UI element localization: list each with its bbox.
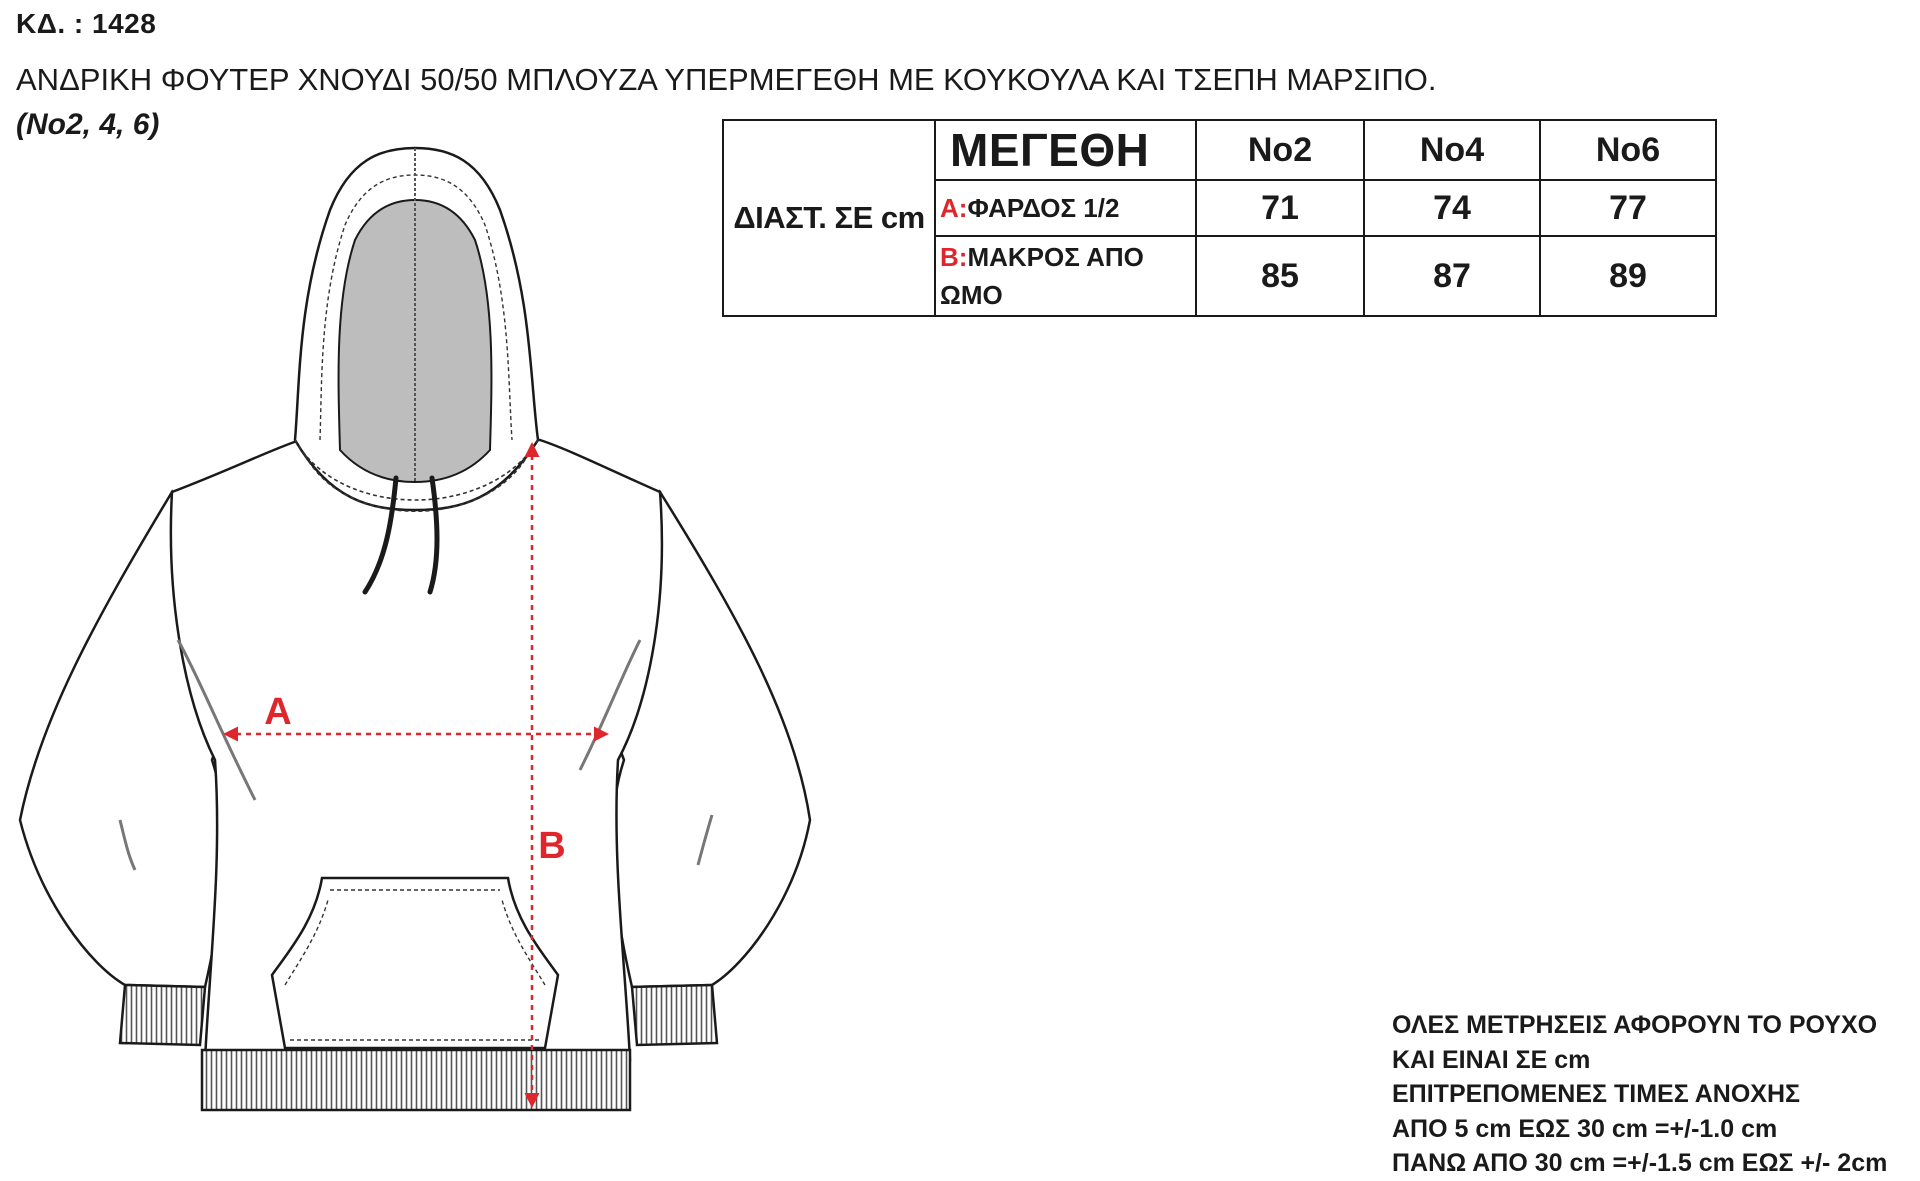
kangaroo-pocket <box>272 878 558 1048</box>
note-line: ΠΑΝΩ ΑΠΟ 30 cm =+/-1.5 cm ΕΩΣ +/- 2cm <box>1392 1149 1888 1177</box>
measurement-key-a: A: <box>940 193 968 223</box>
hem-rib <box>202 1050 630 1110</box>
size-column-no4: No4 <box>1364 120 1540 180</box>
measurement-a-marker: A <box>264 691 292 733</box>
product-code: ΚΔ. : 1428 <box>16 8 157 39</box>
value-b-no2: 85 <box>1196 236 1364 316</box>
measurement-b-marker: B <box>538 825 566 867</box>
value-a-no4: 74 <box>1364 180 1540 236</box>
measurement-key-b: B: <box>940 242 968 272</box>
note-line: ΕΠΙΤΡΕΠΟΜΕΝΕΣ ΤΙΜΕΣ ΑΝΟΧΗΣ <box>1392 1080 1800 1108</box>
size-column-no2: No2 <box>1196 120 1364 180</box>
tolerance-notes <box>1392 1008 1887 1181</box>
left-cuff <box>120 985 205 1045</box>
dimension-unit-label: ΔΙΑΣΤ. ΣΕ cm <box>723 120 935 316</box>
right-cuff <box>632 985 717 1045</box>
note-line: ΟΛΕΣ ΜΕΤΡΗΣΕΙΣ ΑΦΟΡΟΥΝ ΤΟ ΡΟΥΧΟ <box>1392 1011 1878 1039</box>
value-b-no4: 87 <box>1364 236 1540 316</box>
measurement-label-a <box>935 180 1196 236</box>
size-header-label: ΜΕΓΕΘΗ <box>935 120 1196 180</box>
hoodie-technical-drawing <box>0 130 830 1130</box>
value-a-no2: 71 <box>1196 180 1364 236</box>
measurement-label-b <box>935 236 1196 316</box>
measurement-table <box>722 119 1717 317</box>
size-range: (No2, 4, 6) <box>16 108 160 141</box>
value-a-no6: 77 <box>1540 180 1716 236</box>
note-line: ΚΑΙ ΕΙΝΑΙ ΣΕ cm <box>1392 1045 1591 1074</box>
measurement-name-a: ΦΑΡΔΟΣ 1/2 <box>967 193 1120 223</box>
value-b-no6: 89 <box>1540 236 1716 316</box>
note-line: ΑΠΟ 5 cm ΕΩΣ 30 cm =+/-1.0 cm <box>1392 1114 1778 1143</box>
size-column-no6: No6 <box>1540 120 1716 180</box>
product-description: ΑΝΔΡΙΚΗ ΦΟΥΤΕΡ ΧΝΟΥΔΙ 50/50 ΜΠΛΟΥΖΑ ΥΠΕΡΜΕΓΕΘΗ ΜΕ ΚΟΥΚΟΥΛΑ ΚΑΙ ΤΣΕΠΗ ΜΑΡΣΙΠΟ. <box>16 62 1437 97</box>
measurement-name-b: ΜΑΚΡΟΣ ΑΠΟ ΩΜΟ <box>940 242 1144 310</box>
